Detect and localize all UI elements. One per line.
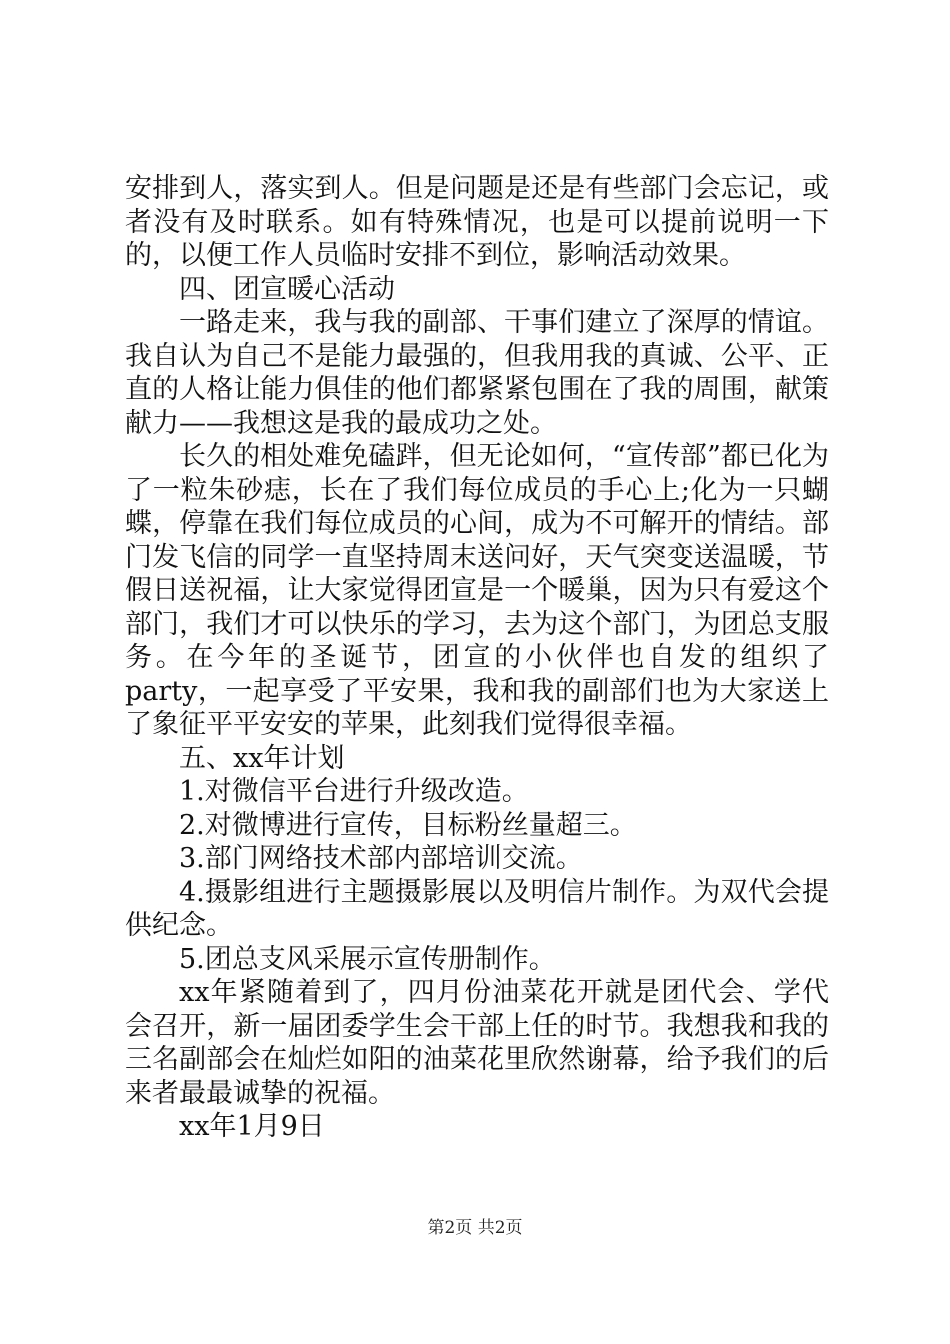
list-item: 5.团总支风采展示宣传册制作。 [179, 943, 556, 975]
paragraph: xx年紧随着到了，四月份油菜花开就是团代会、学代会召开，新一届团委学生会干部上任的时节。我想我和我的三名副部会在灿烂如阳的油菜花里欣然谢幕，给予我们的后来者最最诚挚的祝福。 [125, 977, 829, 1109]
list-item: 2.对微博进行宣传，目标粉丝量超三。 [179, 809, 637, 841]
list-item: 3.部门网络技术部内部培训交流。 [179, 843, 583, 874]
page-footer: 第2页 共2页 [427, 1218, 523, 1238]
list-item: 4.摄影组进行主题摄影展以及明信片制作。为双代会提供纪念。 [125, 876, 829, 941]
section-heading: 四、团宣暖心活动 [179, 273, 395, 305]
list-item: 1.对微信平台进行升级改造。 [179, 776, 529, 807]
paragraph: 一路走来，我与我的副部、干事们建立了深厚的情谊。我自认为自己不是能力最强的，但我用我的真诚、公平、正直的人格让能力俱佳的他们都紧紧包围在了我的周围，献策献力——我想这是我的最成功之处。 [125, 307, 829, 439]
section-heading: 五、xx年计划 [179, 742, 345, 774]
date-line: xx年1月9日 [179, 1111, 325, 1142]
paragraph: 安排到人，落实到人。但是问题是还是有些部门会忘记，或者没有及时联系。如有特殊情况，也是可以提前说明一下的，以便工作人员临时安排不到位，影响活动效果。 [125, 173, 829, 271]
paragraph: 长久的相处难免磕跘，但无论如何，“宣传部”都已化为了一粒朱砂痣，长在了我们每位成员的手心上;化为一只蝴蝶，停靠在我们每位成员的心间，成为不可解开的情结。部门发飞信的同学一直坚持周末送问好，天气突变送温暖，节假日送祝福，让大家觉得团宣是一个暖巢，因为只有爱这个部门，我们才可以快乐的学习，去为这个部门，为团总支服务。在今年的圣诞节，团宣的小伙伴也自发的组织了party，一起享受了平安果，我和我的副部们也为大家送上了象征平平安安的苹果，此刻我们觉得很幸福。 [125, 441, 829, 740]
document-body [125, 172, 829, 1144]
